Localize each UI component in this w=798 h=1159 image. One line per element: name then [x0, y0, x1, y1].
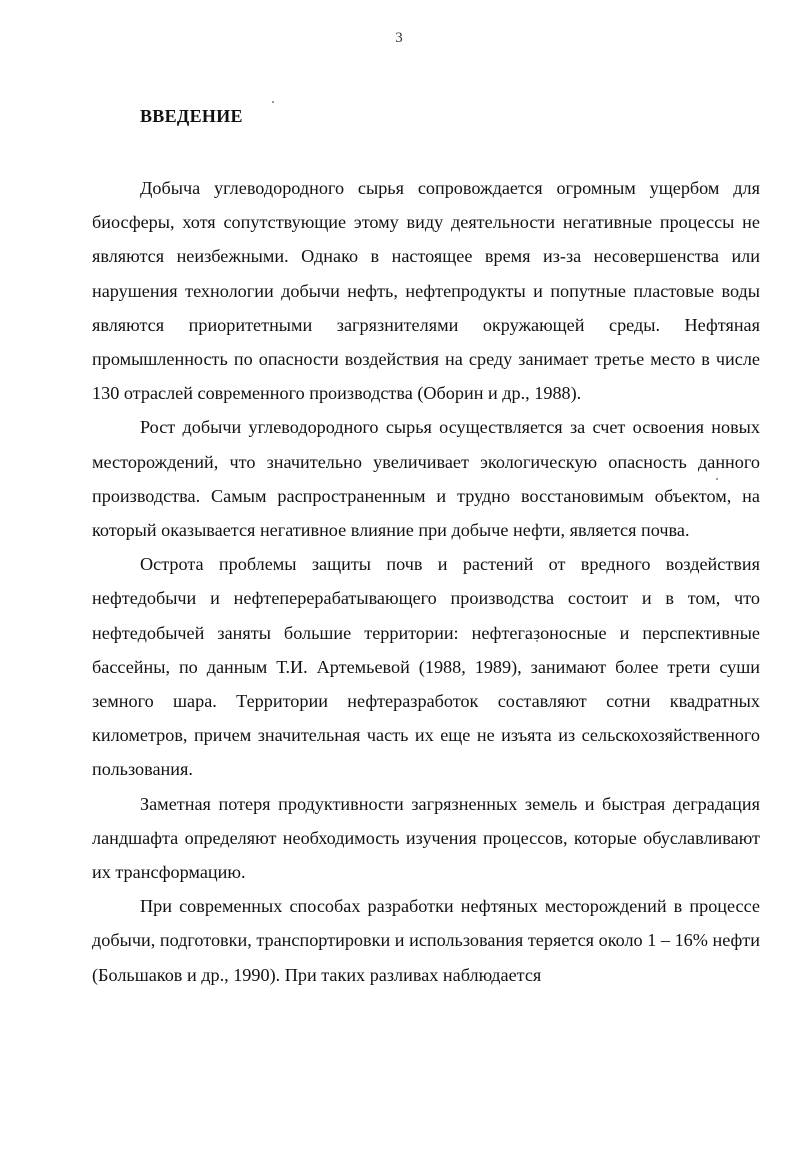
paragraph-2: Рост добычи углеводородного сырья осуществляется за счет освоения новых месторождений, что значительно увеличивает экологическую опасность данного производства. Самым распространенным и трудно восстановимым объектом, на который оказывается негативное влияние при добыче нефти, является почва. — [92, 417, 760, 541]
paragraph-5: При современных способах разработки нефтяных месторождений в процессе добычи, подготовки, транспортировки и использования теряется около 1 – 16% нефти (Большаков и др., 1990). При таких разливах наблюдается — [92, 896, 760, 985]
paragraph-3: Острота проблемы защиты почв и растений от вредного воздействия нефтедобычи и нефтеперерабатывающего производства состоит и в том, что нефтедобычей заняты большие территории: нефтегазоносные и перспективные бассейны, по данным Т.И. Артемьевой (1988, 1989), занимают более трети суши земного шара. Территории нефтеразработок составляют сотни квадратных километров, причем значительная часть их еще не изъята из сельскохозяйственного пользования. — [92, 554, 760, 780]
page-number: 3 — [395, 30, 403, 46]
paragraph-4: Заметная потеря продуктивности загрязненных земель и быстрая деградация ландшафта определяют необходимость изучения процессов, которые обуславливают их трансформацию. — [92, 793, 760, 883]
body-text — [92, 171, 760, 992]
section-heading: ВВЕДЕНИЕ — [140, 106, 243, 126]
scan-speck — [272, 101, 274, 103]
paragraph-1: Добыча углеводородного сырья сопровождается огромным ущербом для биосферы, хотя сопутствующие этому виду деятельности негативные процессы не являются неизбежными. Однако в настоящее время из-за несовершенства или нарушения технологии добычи нефть, нефтепродукты и попутные пластовые воды являются приоритетными загрязнителями окружающей среды. Нефтяная промышленность по опасности воздействия на среду занимает третье место в числе 130 отраслей современного производства (Оборин и др., 1988). — [92, 178, 760, 404]
